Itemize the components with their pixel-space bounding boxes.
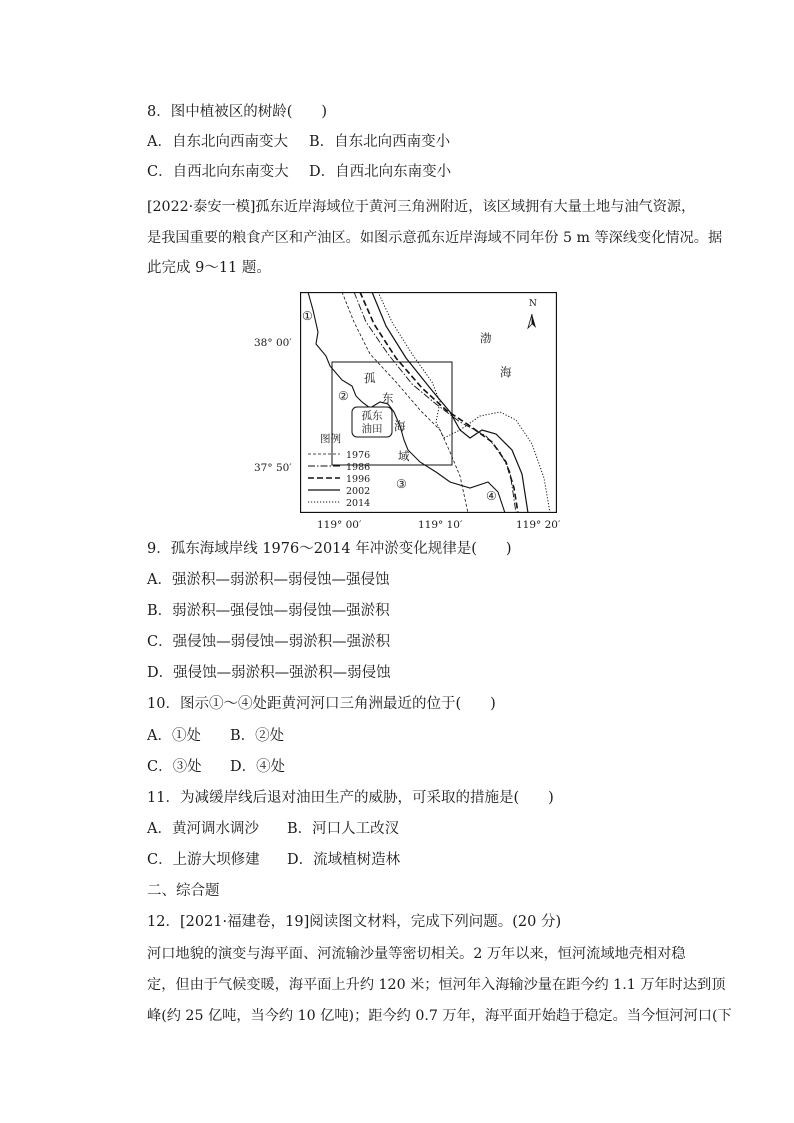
q9-stem: 9．孤东海域岸线 1976～2014 年冲淤变化规律是( )	[147, 541, 512, 557]
q12-paragraph-2: 定，但由于气候变暖，海平面上升约 120 米；恒河年入海输沙量在距今约 1.1 万年时达到顶	[147, 977, 726, 993]
q12-stem: 12．[2021·福建卷，19]阅读图文材料，完成下列问题。(20 分)	[147, 914, 562, 930]
q8-option-c: C．自西北向东南变大	[147, 164, 289, 180]
q10-option-d: D．④处	[230, 759, 286, 775]
oilfield-label-2: 油田	[361, 423, 383, 435]
q12-paragraph-3: 峰(约 25 亿吨，当今约 10 亿吨)；距今约 0.7 万年，海平面开始趋于稳定。当今恒河河口(下	[147, 1008, 732, 1024]
marker-1: ①	[302, 309, 313, 323]
lat-bottom-label: 37° 50′	[254, 462, 292, 474]
legend-2002: 2002	[346, 486, 371, 497]
q10-option-a: A．①处	[147, 728, 201, 744]
sea-label-2: 海	[500, 365, 512, 379]
q9-option-c: C．强侵蚀—弱侵蚀—弱淤积—强淤积	[147, 634, 391, 650]
q9-option-a: A．强淤积—弱淤积—弱侵蚀—强侵蚀	[147, 572, 390, 588]
lon-left-label: 119° 00′	[317, 519, 362, 531]
lon-right-label: 119° 20′	[516, 519, 561, 531]
legend-1986: 1986	[346, 462, 371, 473]
sea-label-1: 渤	[480, 331, 492, 345]
lat-top-label-outer: 38° 00′	[254, 337, 292, 349]
q11-option-d: D．流域植树造林	[287, 852, 401, 868]
section-title: 二、综合题	[147, 883, 220, 899]
q11-option-b: B．河口人工改汊	[287, 821, 400, 837]
legend-2014: 2014	[346, 498, 371, 509]
marker-3: ③	[396, 477, 407, 491]
north-label: N	[529, 299, 537, 309]
q9-option-d: D．强侵蚀—弱淤积—强淤积—弱侵蚀	[147, 665, 391, 681]
q11-option-a: A．黄河调水调沙	[147, 821, 259, 837]
q10-stem: 10．图示①～④处距黄河河口三角洲最近的位于( )	[147, 696, 496, 712]
q10-option-b: B．②处	[230, 728, 285, 744]
area-label-3: 海	[394, 419, 406, 433]
q8-stem: 8．图中植被区的树龄( )	[147, 104, 328, 120]
q8-option-b: B．自东北向西南变小	[309, 134, 451, 150]
isobath-map	[300, 292, 557, 513]
marker-2: ②	[338, 389, 349, 403]
intro-line-1: [2022·泰安一模]孤东近岸海域位于黄河三角洲附近，该区域拥有大量土地与油气资源，	[147, 199, 696, 215]
q11-stem: 11．为减缓岸线后退对油田生产的威胁，可采取的措施是( )	[147, 790, 554, 806]
q10-option-c: C．③处	[147, 759, 202, 775]
area-label-4: 域	[398, 449, 410, 463]
q8-option-a: A．自东北向西南变大	[147, 134, 288, 150]
legend-1976: 1976	[346, 450, 371, 461]
q8-option-d: D．自西北向东南变小	[309, 164, 452, 180]
intro-line-2: 是我国重要的粮食产区和产油区。如图示意孤东近岸海域不同年份 5 m 等深线变化情况。据	[147, 230, 723, 246]
q9-option-b: B．弱淤积—强侵蚀—弱侵蚀—强淤积	[147, 603, 390, 619]
q12-paragraph-1: 河口地貌的演变与海平面、河流输沙量等密切相关。2 万年以来，恒河流域地壳相对稳	[147, 946, 686, 962]
q11-option-c: C．上游大坝修建	[147, 852, 260, 868]
legend-title: 图例	[320, 433, 341, 445]
intro-line-3: 此完成 9～11 题。	[147, 260, 271, 276]
oilfield-label-1: 孤东	[361, 410, 383, 422]
legend-1996: 1996	[346, 474, 371, 485]
area-label-2: 东	[382, 391, 394, 405]
marker-4: ④	[486, 489, 497, 503]
area-label-1: 孤	[364, 371, 376, 385]
lon-mid-label: 119° 10′	[418, 519, 463, 531]
